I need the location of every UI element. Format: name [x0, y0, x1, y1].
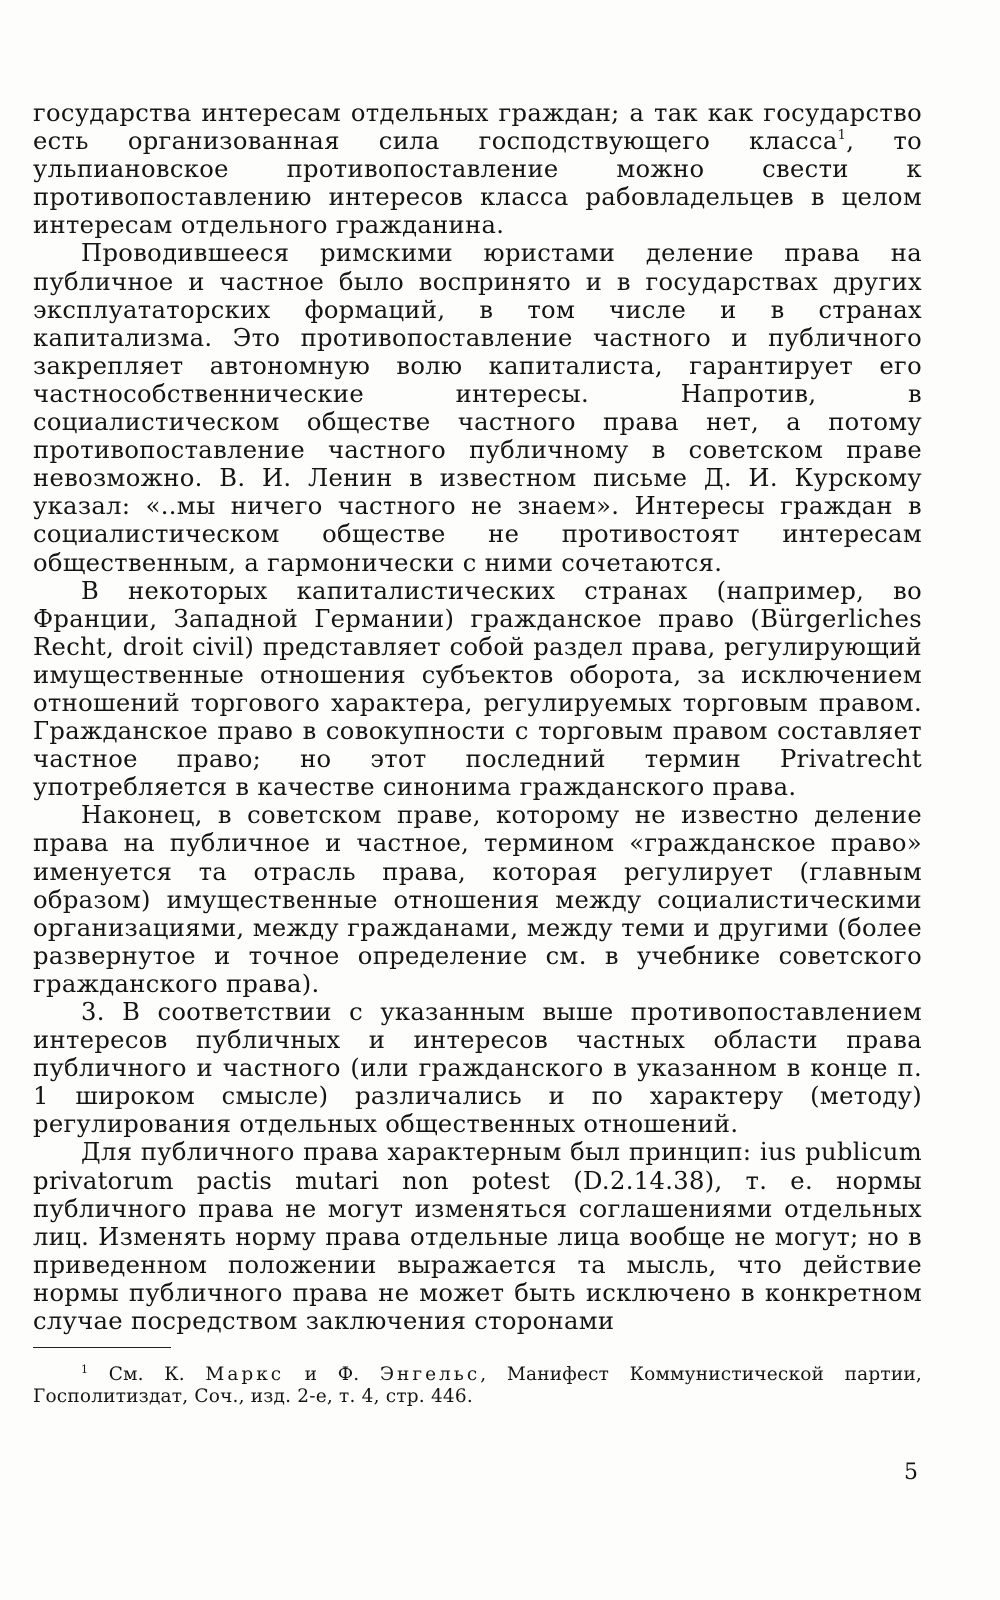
- paragraph-6: Для публичного права характерным был принцип: ius publicum privatorum pactis mutari non potest (D.2.14.38), т. е. нормы публичного права не могут изменяться соглашениями отдельных лиц. Изменять норму права отдельные лица вообще не могут; но в приведенном положении выражается та мысль, что действие нормы публичного права не может быть исключено в конкретном случае посредством заключения сторонами: [33, 1138, 922, 1336]
- footnote-author-engels: Энгельс: [379, 1364, 481, 1386]
- body-text: [33, 99, 922, 1335]
- paragraph-5: 3. В соответствии с указанным выше противопоставлением интересов публичных и интересов частных области права публичного и частного (или гражданского в указанном в конце п. 1 широком смысле) различались и по характеру (методу) регулирования отдельных общественных отношений.: [33, 998, 922, 1139]
- paragraph-1: [33, 99, 922, 239]
- footnote-prefix: См. К.: [108, 1364, 206, 1386]
- footnote-between: и Ф.: [284, 1364, 380, 1386]
- paragraph-1-text: государства интересам отдельных граждан; а так как государство есть организованная сила господствующего класса: [33, 99, 922, 156]
- footnote-author-marx: Маркс: [205, 1364, 285, 1386]
- footnote-marker: 1: [81, 1363, 89, 1377]
- footnote-reference[interactable]: 1: [837, 128, 847, 144]
- page-number: 5: [904, 1460, 918, 1485]
- paragraph-4: Наконец, в советском праве, которому не известно деление права на публичное и частное, термином «гражданское право» именуется та отрасль права, которая регулирует (главным образом) имущественные отношения между социалистическими организациями, между гражданами, между теми и другими (более развернутое и точное определение см. в учебнике советского гражданского права).: [33, 801, 922, 998]
- paragraph-3: В некоторых капиталистических странах (например, во Франции, Западной Германии) гражданское право (Bürgerliches Recht, droit civil) представляет собой раздел права, регулирующий имущественные отношения субъектов оборота, за исключением отношений торгового характера, регулируемых торговым правом. Гражданское право в совокупности с торговым правом составляет частное право; но этот последний термин Privatrecht употребляется в качестве синонима гражданского права.: [33, 576, 922, 802]
- paragraph-1-text-continued: , то ульпиановское противопоставление можно свести к противопоставлению интересов класса рабовладельцев в целом интересам отдельного гражданина.: [33, 127, 922, 240]
- paragraph-2: Проводившееся римскими юристами деление права на публичное и частное было воспринято и в государствах других эксплуататорских формаций, в том числе и в странах капитализма. Это противопоставление частного и публичного закрепляет автономную волю капиталиста, гарантирует его частнособственнические интересы. Напротив, в социалистическом обществе частного права нет, а потому противопоставление частного публичному в советском праве невозможно. В. И. Ленин в известном письме Д. И. Курскому указал: «..мы ничего частного не знаем». Интересы граждан в социалистическом обществе не противостоят интересам общественным, а гармонически с ними сочетаются.: [33, 239, 922, 577]
- footnote-divider: [33, 1347, 171, 1348]
- footnote-citation: , Манифест Коммунистической партии, Госполитиздат, Соч., изд. 2-е, т. 4, стр. 446.: [33, 1364, 922, 1408]
- footnote: [33, 1364, 922, 1408]
